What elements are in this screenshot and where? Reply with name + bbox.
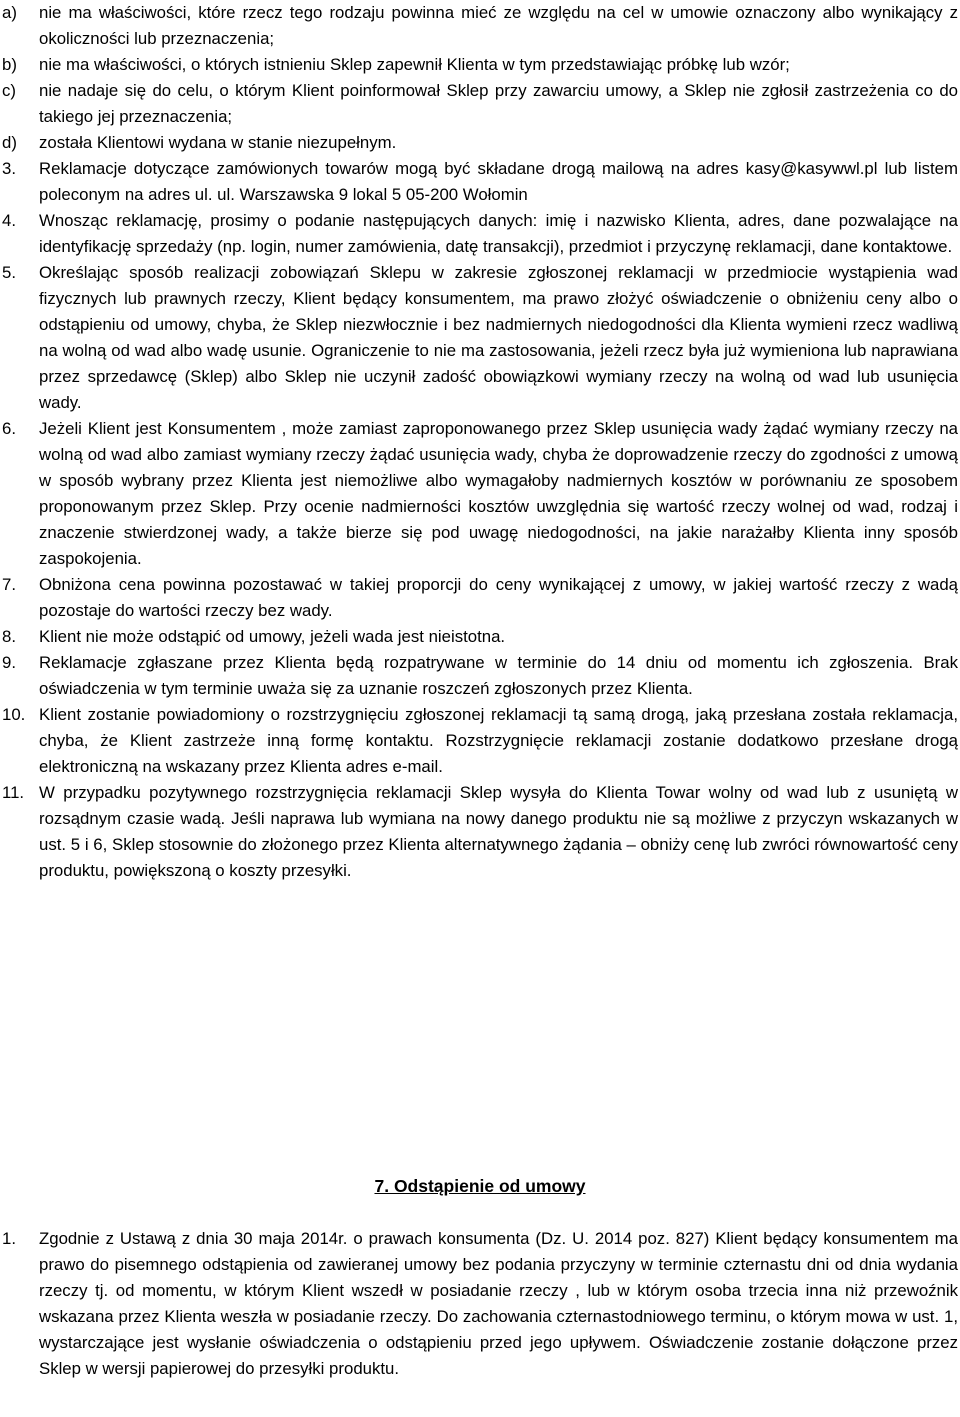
list-item-text: Reklamacje dotyczące zamówionych towarów mogą być składane drogą mailową na adres kasy@kasywwl.pl lub listem poleconym na adres ul. ul. Warszawska 9 lokal 5 05-200 Wołomin xyxy=(39,159,958,204)
list-item xyxy=(0,780,960,884)
list-item-label: 7. xyxy=(2,575,16,594)
list-item xyxy=(0,650,960,702)
list-item-text: Klient zostanie powiadomiony o rozstrzygnięciu zgłoszonej reklamacji tą samą drogą, jaką przesłana została reklamacja, chyba, że Klient zastrzeże inną formę kontaktu. Rozstrzygnięcie reklamacji zostanie dodatkowo przesłane drogą elektroniczną na wskazany przez Klienta adres e-mail. xyxy=(39,705,958,776)
list-item-label: 6. xyxy=(2,419,16,438)
list-item-label: 9. xyxy=(2,653,16,672)
list-item xyxy=(0,416,960,572)
list-item-text: została Klientowi wydana w stanie niezupełnym. xyxy=(39,133,397,152)
withdrawal-list xyxy=(0,1226,960,1382)
list-item-label: 3. xyxy=(2,159,16,178)
list-item-text: Klient nie może odstąpić od umowy, jeżeli wada jest nieistotna. xyxy=(39,627,506,646)
section-heading xyxy=(0,1173,960,1199)
list-item xyxy=(0,260,960,416)
list-item-label: 5. xyxy=(2,263,16,282)
list-item-label: 8. xyxy=(2,627,16,646)
list-item-label: c) xyxy=(2,81,16,100)
list-item xyxy=(0,0,960,52)
list-item-label: 1. xyxy=(2,1229,16,1248)
list-item xyxy=(0,572,960,624)
list-item-label: b) xyxy=(2,55,17,74)
list-item xyxy=(0,1226,960,1382)
list-item-label: 4. xyxy=(2,211,16,230)
list-item xyxy=(0,156,960,208)
list-item-text: nie ma właściwości, o których istnieniu Sklep zapewnił Klienta w tym przedstawiając próbkę lub wzór; xyxy=(39,55,790,74)
list-item xyxy=(0,78,960,130)
list-item xyxy=(0,130,960,156)
list-item-text: Reklamacje zgłaszane przez Klienta będą rozpatrywane w terminie do 14 dniu od momentu ich zgłoszenia. Brak oświadczenia w tym terminie uważa się za uznanie roszczeń zgłoszonych przez Klienta. xyxy=(39,653,958,698)
list-item-text: Obniżona cena powinna pozostawać w takiej proporcji do ceny wynikającej z umowy, w jakiej wartość rzeczy z wadą pozostaje do wartości rzeczy bez wady. xyxy=(39,575,958,620)
list-item-label: 10. xyxy=(2,705,26,724)
list-item xyxy=(0,702,960,780)
list-item-text: Zgodnie z Ustawą z dnia 30 maja 2014r. o prawach konsumenta (Dz. U. 2014 poz. 827) Klient będący konsumentem ma prawo do pisemnego odstąpienia od zawieranej umowy bez podania przyczyny w terminie czternastu dni od dnia wydania rzeczy tj. od momentu, w którym Klient wszedł w posiadanie rzeczy , lub w którym osoba trzecia inna niż przewoźnik wskazana przez Klienta weszła w posiadanie rzeczy. Do zachowania czternastodniowego terminu, o którym mowa w ust. 1, wystarczające jest wysłanie oświadczenia o odstąpieniu przed jego upływem. Oświadczenie zostanie dołączone przez Sklep w wersji papierowej do przesyłki produktu. xyxy=(39,1229,958,1378)
list-item-text: Określając sposób realizacji zobowiązań Sklepu w zakresie zgłoszonej reklamacji w przedmiocie wystąpienia wad fizycznych lub prawnych rzeczy, Klient będący konsumentem, ma prawo złożyć oświadczenie o obniżeniu ceny albo o odstąpieniu od umowy, chyba, że Sklep niezwłocznie i bez nadmiernych niedogodności dla Klienta wymieni rzecz wadliwą na wolną od wad albo wadę usunie. Ograniczenie to nie ma zastosowania, jeżeli rzecz była już wymieniona lub naprawiana przez sprzedawcę (Sklep) albo Sklep nie uczynił zadość obowiązkowi wymiany rzeczy na wolną od wad lub usunięcia wady. xyxy=(39,263,958,412)
list-item-text: nie ma właściwości, które rzecz tego rodzaju powinna mieć ze względu na cel w umowie oznaczony albo wynikający z okoliczności lub przeznaczenia; xyxy=(39,3,958,48)
list-item-text: W przypadku pozytywnego rozstrzygnięcia reklamacji Sklep wysyła do Klienta Towar wolny od wad lub z usuniętą w rozsądnym czasie wadą. Jeśli naprawa lub wymiana na nowy danego produktu nie są możliwe z przyczyn wskazanych w ust. 5 i 6, Sklep stosownie do złożonego przez Klienta alternatywnego żądania – obniży cenę lub zwróci równowartość ceny produktu, powiększoną o koszty przesyłki. xyxy=(39,783,958,880)
list-item-label: a) xyxy=(2,3,17,22)
list-item-label: d) xyxy=(2,133,17,152)
section-title: 7. Odstąpienie od umowy xyxy=(374,1176,586,1196)
list-item-text: Wnosząc reklamację, prosimy o podanie następujących danych: imię i nazwisko Klienta, adres, dane pozwalające na identyfikację sprzedaży (np. login, numer zamówienia, datę transakcji), przedmiot i przyczynę reklamacji, dane kontaktowe. xyxy=(39,211,958,256)
list-item-label: 11. xyxy=(2,783,25,802)
list-item-text: Jeżeli Klient jest Konsumentem , może zamiast zaproponowanego przez Sklep usunięcia wady żądać wymiany rzeczy na wolną od wad albo zamiast wymiany rzeczy żądać usunięcia wady, chyba że doprowadzenie rzeczy do zgodności z umową w sposób wybrany przez Klienta jest niemożliwe albo wymagałoby nadmiernych kosztów w porównaniu ze sposobem proponowanym przez Sklep. Przy ocenie nadmierności kosztów uwzględnia się wartość rzeczy wolnej od wad, rodzaj i znaczenie stwierdzonej wady, a także bierze się pod uwagę niedogodności, na jakie narażałby Klienta inny sposób zaspokojenia. xyxy=(39,419,958,568)
list-item-text: nie nadaje się do celu, o którym Klient poinformował Sklep przy zawarciu umowy, a Sklep nie zgłosił zastrzeżenia co do takiego jej przeznaczenia; xyxy=(39,81,958,126)
list-item xyxy=(0,208,960,260)
list-item xyxy=(0,624,960,650)
list-item xyxy=(0,52,960,78)
